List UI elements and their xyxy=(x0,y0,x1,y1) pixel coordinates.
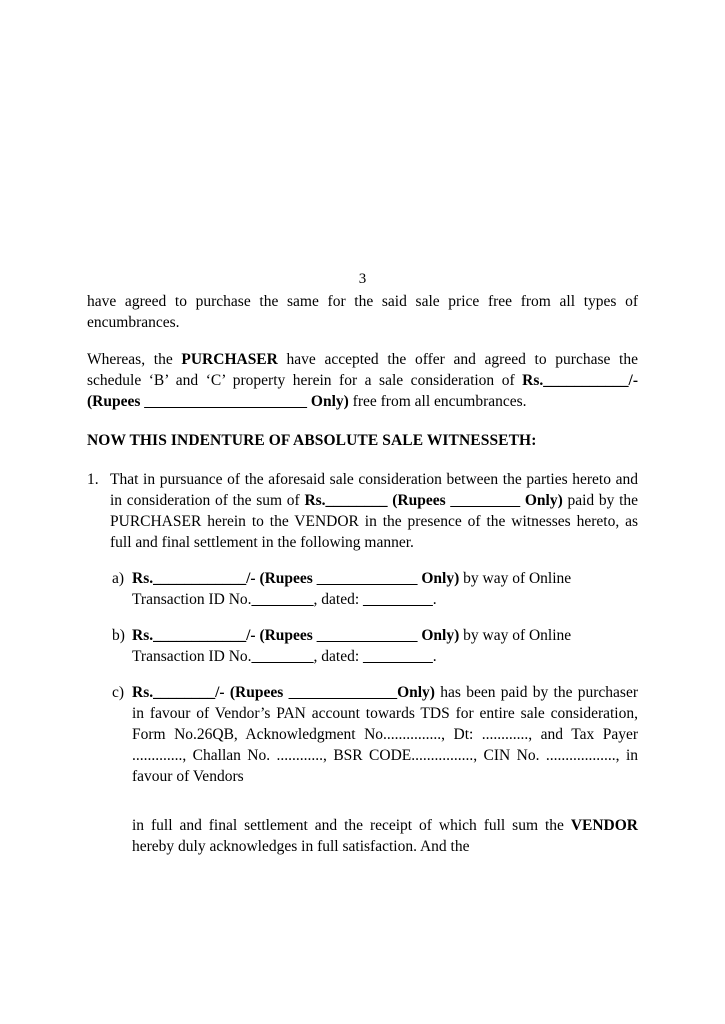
sub-item-a-segment-after: by way of Online Transaction ID No. xyxy=(132,570,572,608)
sub-item-c-amount-blank[interactable]: ________ xyxy=(153,684,216,701)
sub-item-b-segment-after: by way of Online Transaction ID No. xyxy=(132,627,572,665)
sub-item-a-body xyxy=(132,568,638,610)
paragraph-closing xyxy=(132,815,638,857)
paragraph-whereas xyxy=(87,349,638,412)
sub-item-b-amount-blank[interactable]: ____________ xyxy=(153,627,247,644)
sub-item-b-transaction-id-blank[interactable]: ________ xyxy=(251,648,314,665)
sub-item-c-body xyxy=(132,682,638,787)
sub-item-a-slash-rupees: /- (Rupees xyxy=(246,570,313,587)
item1-segment-1: That in pursuance of the aforesaid sale consideration between the parties hereto and in consideration of the sum of xyxy=(110,471,638,509)
whereas-segment-1: Whereas, the xyxy=(87,351,182,368)
numbered-item-1-body xyxy=(110,469,638,553)
sub-item-c-segment-after: has been paid by the purchaser in favour of Vendor’s PAN account towards TDS for entire sale consideration, Form No.26QB, Acknowledgment No..............., Dt: ............, and Tax Payer ............., Challan No. ............, BSR CODE................, CIN No. .................., in favour of Vendors xyxy=(132,684,639,785)
sub-item-c-marker: c) xyxy=(112,684,125,701)
sub-item-c-only-label: Only) xyxy=(397,684,435,701)
item1-rs-label: Rs. xyxy=(304,492,326,509)
sub-item-c-rs-label: Rs. xyxy=(132,684,154,701)
sub-item-a-marker: a) xyxy=(112,570,125,587)
item1-rupees-words-blank[interactable]: _________ xyxy=(450,492,521,509)
whereas-segment-2: have accepted the offer and agreed to purchase the schedule ‘B’ and ‘C’ property herein for a sale consideration of xyxy=(87,351,638,389)
document-content xyxy=(87,270,638,873)
sub-item-c-slash-rupees: /- (Rupees xyxy=(215,684,284,701)
sub-item-a-transaction-id-blank[interactable]: ________ xyxy=(251,591,314,608)
numbered-item-1 xyxy=(87,469,638,553)
sub-item-a-date-blank[interactable]: _________ xyxy=(363,591,433,608)
purchaser-emphasis: PURCHASER xyxy=(181,351,278,368)
page-number: 3 xyxy=(358,271,367,287)
paragraph-intro: have agreed to purchase the same for the said sale price free from all types of encumbrances. xyxy=(87,293,638,331)
sub-item-b-rs-label: Rs. xyxy=(132,627,154,644)
sub-item-a-tail: . xyxy=(432,591,437,608)
sub-item-a xyxy=(112,568,638,610)
sub-item-b-body xyxy=(132,625,638,667)
sub-item-a-only-label: Only) xyxy=(421,570,460,587)
item1-segment-2: paid by the PURCHASER herein to the VENDOR in the presence of the witnesses hereto, as full and final settlement in the following manner. xyxy=(110,492,639,551)
sub-item-a-rupees-words-blank[interactable]: _____________ xyxy=(316,570,418,587)
section-heading: NOW THIS INDENTURE OF ABSOLUTE SALE WITNESSETH: xyxy=(87,432,537,449)
sub-item-b-marker: b) xyxy=(112,627,125,644)
whereas-slash-rupees: /- (Rupees xyxy=(87,372,638,410)
sub-item-b-dated-label: , dated: xyxy=(313,648,364,665)
item1-only-label: Only) xyxy=(524,492,563,509)
whereas-only-label: Only) xyxy=(310,393,349,410)
whereas-rupees-words-blank[interactable]: _____________________ xyxy=(144,393,308,410)
sub-item-a-rs-label: Rs. xyxy=(132,570,154,587)
closing-segment-2: hereby duly acknowledges in full satisfaction. And the xyxy=(132,838,470,855)
sub-item-c-rupees-words-blank[interactable]: ______________ xyxy=(288,684,398,701)
sub-item-b xyxy=(112,625,638,667)
sub-item-a-amount-blank[interactable]: ____________ xyxy=(153,570,247,587)
sub-item-b-tail: . xyxy=(432,648,437,665)
sub-item-b-rupees-words-blank[interactable]: _____________ xyxy=(316,627,418,644)
numbered-item-1-marker: 1. xyxy=(87,471,99,488)
whereas-segment-3: free from all encumbrances. xyxy=(348,393,527,410)
whereas-rs-label: Rs. xyxy=(522,372,544,389)
sub-item-c xyxy=(112,682,638,787)
item1-rupees-label: (Rupees xyxy=(392,492,446,509)
whereas-amount-blank[interactable]: ___________ xyxy=(543,372,629,389)
item1-amount-blank[interactable]: ________ xyxy=(325,492,388,509)
sub-item-a-dated-label: , dated: xyxy=(313,591,364,608)
closing-segment-1: in full and final settlement and the receipt of which full sum the xyxy=(132,817,571,834)
sub-item-b-only-label: Only) xyxy=(421,627,460,644)
sub-item-b-slash-rupees: /- (Rupees xyxy=(246,627,313,644)
sub-item-b-date-blank[interactable]: _________ xyxy=(363,648,433,665)
vendor-emphasis: VENDOR xyxy=(570,817,638,834)
